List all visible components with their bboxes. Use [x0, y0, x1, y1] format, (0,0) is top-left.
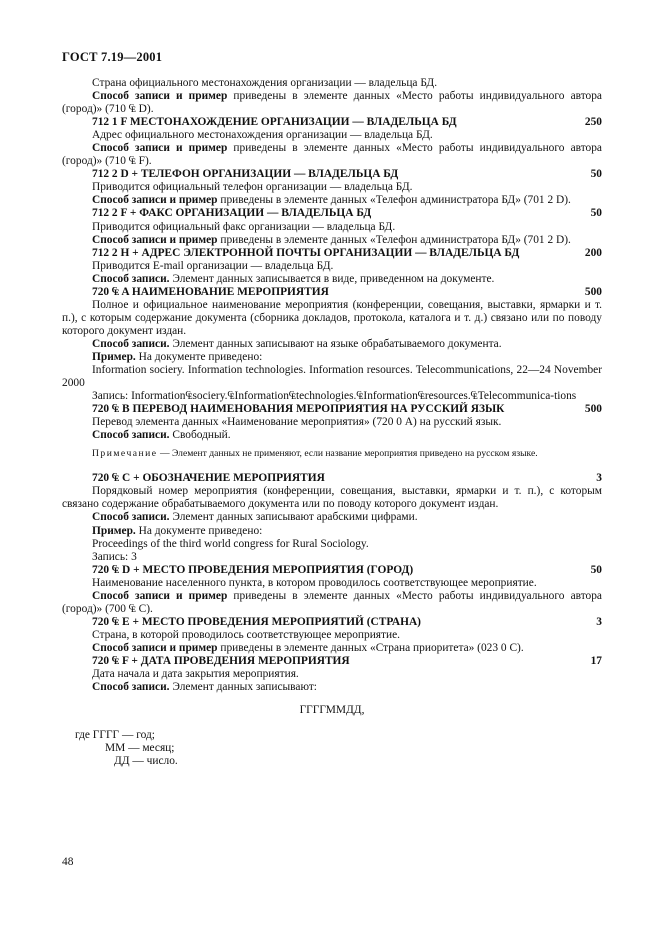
paragraph	[62, 429, 602, 442]
paragraph-text: Элемент данных записывается в виде, приведенном на документе.	[169, 272, 495, 285]
element-heading	[62, 207, 602, 220]
paragraph-text: приведены в элементе данных «Телефон администратора БД» (701 2 D).	[217, 194, 571, 207]
paragraph: Приводится E-mail организации — владельца БД.	[92, 259, 334, 272]
standard-header: ГОСТ 7.19—2001	[62, 50, 163, 64]
record-text: Запись: Information₠sociery.₠Information₠technologies.₠Information₠resources.₠Telecommunica-tions	[92, 390, 577, 403]
paragraph: Перевод элемента данных «Наименование мероприятия» (720 0 A) на русский язык.	[92, 416, 502, 429]
heading-title: 720 ₠ D + МЕСТО ПРОВЕДЕНИЯ МЕРОПРИЯТИЯ (ГОРОД)	[92, 563, 414, 576]
paragraph: Приводится официальный телефон организации — владельца БД.	[92, 181, 413, 194]
note-label: Примечание	[92, 448, 158, 460]
heading-length: 17	[590, 654, 602, 667]
paragraph	[62, 351, 602, 364]
paragraph: Порядковый номер мероприятия (конференции, совещания, выставки, ярмарки и т. п.), с которым связано содержание обрабатываемого документа или по поводу которого документ издан.	[62, 485, 602, 511]
paragraph-text: Элемент данных записывают арабскими цифрами.	[169, 511, 418, 524]
paragraph-text: Элемент данных записывают:	[169, 681, 317, 694]
element-heading	[62, 472, 602, 485]
paragraph: Адрес официального местонахождения организации — владельца БД.	[92, 129, 433, 142]
paragraph-text: приведены в элементе данных «Место работы индивидуального автора (город)» (710 ₠ D).	[62, 90, 602, 116]
paragraph	[62, 590, 602, 616]
heading-title: 712 2 D + ТЕЛЕФОН ОРГАНИЗАЦИИ — ВЛАДЕЛЬЦА БД	[92, 168, 399, 181]
heading-length: 50	[590, 563, 602, 576]
heading-title: 720 ₠ A НАИМЕНОВАНИЕ МЕРОПРИЯТИЯ	[92, 285, 329, 298]
paragraph: Полное и официальное наименование мероприятия (конференции, совещания, выставки, ярмарки и т. п.), с которым содержание документа (сборника докладов, протокола, каталога и т. д.) связано или по поводу которого документ издан.	[62, 298, 602, 337]
paragraph: Наименование населенного пункта, в котором проводилось соответствующее мероприятие.	[92, 576, 537, 589]
paragraph	[62, 194, 602, 207]
bold-label: Способ записи.	[92, 429, 170, 442]
element-heading	[62, 403, 602, 416]
bold-label: Пример.	[92, 524, 136, 537]
format-legend-year: где ГГГГ — год;	[75, 729, 155, 742]
paragraph-text: приведены в элементе данных «Страна приоритета» (023 0 C).	[217, 641, 524, 654]
heading-title: 720 ₠ F + ДАТА ПРОВЕДЕНИЯ МЕРОПРИЯТИЯ	[92, 654, 350, 667]
heading-length: 500	[584, 403, 602, 416]
element-heading	[62, 168, 602, 181]
format-legend-month: ММ — месяц;	[105, 742, 175, 755]
paragraph: Страна, в которой проводилось соответствующее мероприятие.	[92, 628, 401, 641]
format-legend-day: ДД — число.	[114, 755, 178, 768]
paragraph	[62, 142, 602, 168]
paragraph	[62, 681, 602, 694]
element-heading	[62, 616, 602, 629]
paragraph	[62, 234, 602, 247]
bold-label: Способ записи и пример	[92, 142, 228, 155]
paragraph	[62, 90, 602, 116]
heading-length: 50	[590, 207, 602, 220]
paragraph: Страна официального местонахождения организации — владельца БД.	[92, 77, 438, 89]
heading-title: 712 1 F МЕСТОНАХОЖДЕНИЕ ОРГАНИЗАЦИИ — ВЛАДЕЛЬЦА БД	[92, 116, 457, 129]
paragraph	[62, 511, 602, 524]
note	[62, 448, 602, 460]
record-text: Запись: 3	[92, 550, 137, 563]
bold-label: Способ записи и пример	[92, 90, 228, 103]
bold-label: Способ записи.	[92, 272, 170, 285]
paragraph-text: Свободный.	[169, 429, 231, 442]
paragraph	[62, 273, 602, 286]
paragraph	[62, 338, 602, 351]
date-format: ГГГГММДД,	[299, 704, 365, 717]
document-body	[62, 77, 602, 768]
heading-title: 712 2 H + АДРЕС ЭЛЕКТРОННОЙ ПОЧТЫ ОРГАНИЗАЦИИ — ВЛАДЕЛЬЦА БД	[92, 246, 520, 259]
bold-label: Способ записи и пример	[92, 194, 218, 207]
heading-length: 200	[584, 246, 602, 259]
element-heading	[62, 286, 602, 299]
paragraph: Дата начала и дата закрытия мероприятия.	[92, 668, 299, 681]
bold-label: Способ записи.	[92, 511, 170, 524]
page-number: 48	[62, 856, 74, 868]
paragraph-text: приведены в элементе данных «Место работы индивидуального автора (город)» (700 ₠ C).	[62, 589, 602, 615]
paragraph-text: приведены в элементе данных «Телефон администратора БД» (701 2 D).	[217, 233, 571, 246]
heading-length: 3	[596, 615, 602, 628]
paragraph: Приводится официальный факс организации — владельца БД.	[92, 220, 396, 233]
bold-label: Способ записи.	[92, 681, 170, 694]
heading-title: 720 ₠ B ПЕРЕВОД НАИМЕНОВАНИЯ МЕРОПРИЯТИЯ НА РУССКИЙ ЯЗЫК	[92, 403, 505, 416]
note-text: — Элемент данных не применяют, если название мероприятия приведено на русском языке.	[157, 448, 538, 460]
element-heading	[62, 116, 602, 129]
example-text: Proceedings of the third world congress for Rural Sociology.	[92, 537, 369, 550]
heading-length: 50	[590, 168, 602, 181]
element-heading	[62, 655, 602, 668]
heading-length: 3	[596, 472, 602, 485]
paragraph	[62, 642, 602, 655]
paragraph	[62, 525, 602, 538]
bold-label: Способ записи и пример	[92, 233, 218, 246]
element-heading	[62, 247, 602, 260]
bold-label: Способ записи.	[92, 337, 170, 350]
heading-length: 500	[584, 285, 602, 298]
paragraph-text: приведены в элементе данных «Место работы индивидуального автора (город)» (710 ₠ F).	[62, 142, 602, 168]
paragraph-text: На документе приведено:	[135, 524, 263, 537]
heading-title: 720 ₠ C + ОБОЗНАЧЕНИЕ МЕРОПРИЯТИЯ	[92, 472, 325, 485]
bold-label: Способ записи и пример	[92, 641, 218, 654]
heading-length: 250	[584, 116, 602, 129]
element-heading	[62, 564, 602, 577]
paragraph-text: На документе приведено:	[135, 350, 263, 363]
bold-label: Способ записи и пример	[92, 589, 228, 602]
bold-label: Пример.	[92, 350, 136, 363]
paragraph-text: Элемент данных записывают на языке обрабатываемого документа.	[169, 337, 502, 350]
heading-title: 720 ₠ E + МЕСТО ПРОВЕДЕНИЯ МЕРОПРИЯТИЙ (СТРАНА)	[92, 615, 421, 628]
example-text: Information sociery. Information technologies. Information resources. Telecommunications, 22—24 November 2000	[62, 364, 602, 390]
heading-title: 712 2 F + ФАКС ОРГАНИЗАЦИИ — ВЛАДЕЛЬЦА БД	[92, 207, 372, 220]
